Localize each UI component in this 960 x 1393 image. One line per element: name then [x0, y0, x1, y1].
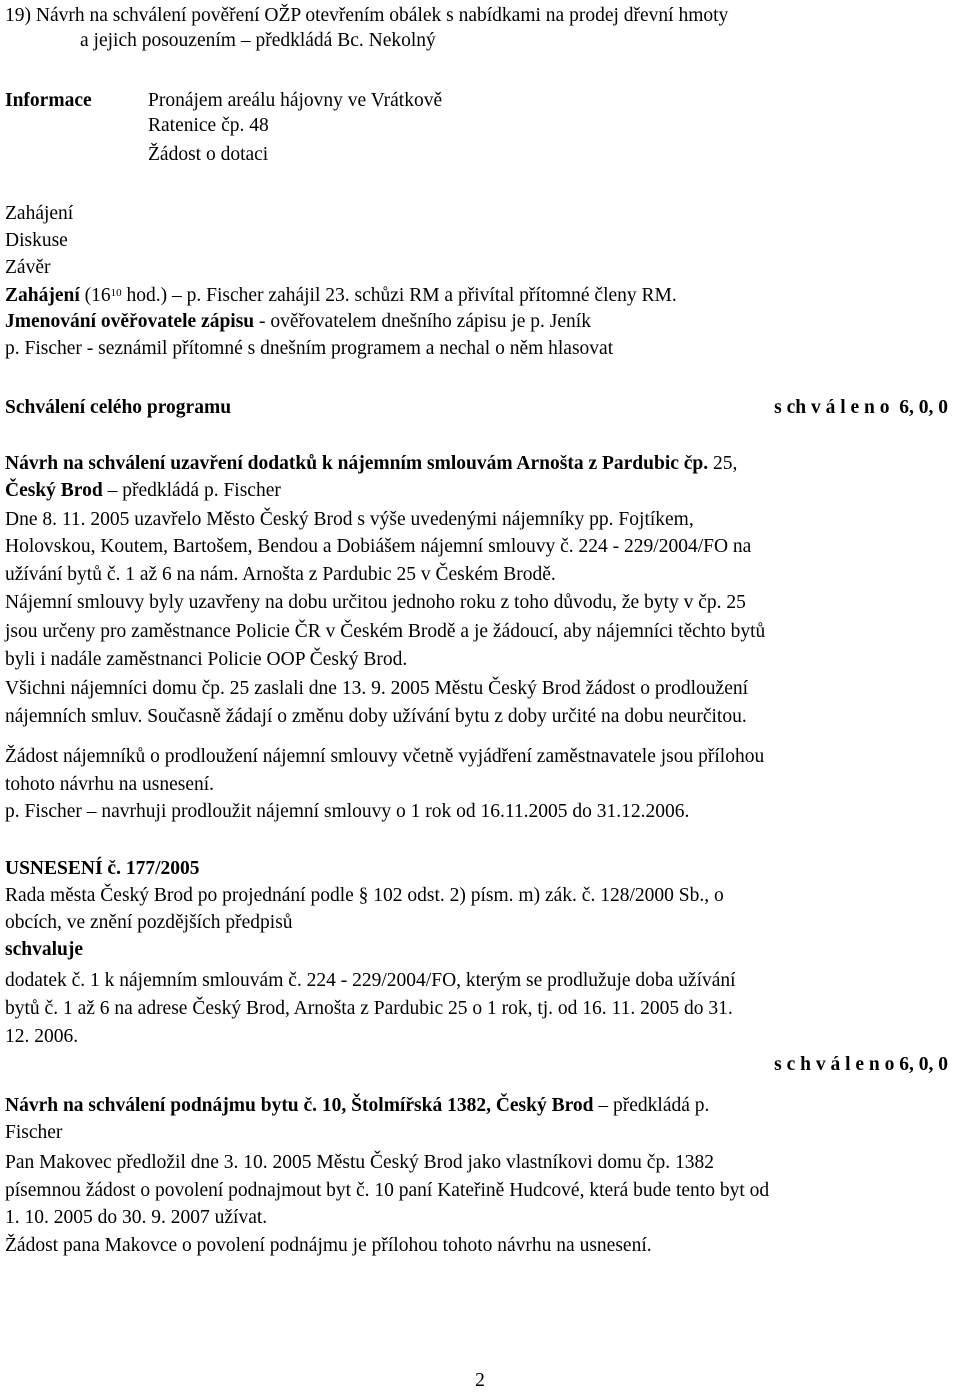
opening-line: Zahájení ($16^{10}$ hod.) – p. Fischer zahájil 23. schůzi RM a přivítal přítomné členy RM. — [5, 285, 677, 306]
info-item: Pronájem areálu hájovny ve Vrátkově — [148, 90, 443, 111]
verifier-line — [5, 310, 954, 334]
proposal-1-body: Dne 8. 11. 2005 uzavřelo Město Český Brod s výše uvedenými nájemníky pp. Fojtíkem, — [5, 509, 694, 530]
proposal-2-title: Návrh na schválení podnájmu bytu č. 10, Štolmířská 1382, Český Brod – předkládá p. — [5, 1095, 710, 1116]
proposal-1-title-cont: Český Brod – předkládá p. Fischer — [5, 480, 281, 501]
resolution-title: USNESENÍ č. 177/2005 — [5, 858, 200, 879]
resolution-line: Rada města Český Brod po projednání podle § 102 odst. 2) písm. m) zák. č. 128/2000 Sb., o — [5, 885, 724, 906]
proposal-1-body: byli i nadále zaměstnanci Policie OOP Český Brod. — [5, 649, 408, 670]
proposal-2-body: Pan Makovec předložil dne 3. 10. 2005 Městu Český Brod jako vlastníkovi domu čp. 1382 — [5, 1152, 714, 1173]
proposal-1-attachment: tohoto návrhu na usnesení. — [5, 774, 215, 795]
proposal-1-attachment: Žádost nájemníků o prodloužení nájemní smlouvy včetně vyjádření zaměstnavatele jsou přílohou — [5, 746, 765, 767]
item-19-line-1 — [5, 4, 954, 28]
proposal-1-title: Návrh na schválení uzavření dodatků k nájemním smlouvám Arnošta z Pardubic čp. 25, — [5, 453, 738, 474]
verifier-text: - ověřovatelem dnešního zápisu je p. Jeník — [254, 311, 591, 332]
proposal-2-body: 1. 10. 2005 do 30. 9. 2007 užívat. — [5, 1207, 268, 1228]
opening-text: – p. Fischer zahájil 23. schůzi RM a přivítal přítomné členy RM. — [167, 285, 677, 306]
proposal-1-body: Holovskou, Koutem, Bartošem, Bendou a Dobiášem nájemní smlouvy č. 224 - 229/2004/FO na — [5, 536, 752, 557]
info-item: Ratenice čp. 48 — [148, 115, 269, 136]
proposal-1-body: Nájemní smlouvy byly uzavřeny na dobu určitou jednoho roku z toho důvodu, že byty v čp. 25 — [5, 592, 746, 613]
time-superscript: 10 — [110, 287, 122, 299]
proposal-1-body: užívání bytů č. 1 až 6 na nám. Arnošta z Pardubic 25 v Českém Brodě. — [5, 564, 556, 585]
opening-label: Zahájení — [5, 285, 80, 306]
item-19-line-2: a jejich posouzením – předkládá Bc. Nekolný — [80, 30, 436, 51]
proposal-1-body: jsou určeny pro zaměstnance Policie ČR v Českém Brodě a je žádoucí, aby nájemníci těchto bytů — [5, 621, 766, 642]
proposal-2-body: Žádost pana Makovce o povolení podnájmu je přílohou tohoto návrhu na usnesení. — [5, 1235, 652, 1256]
section-heading: Diskuse — [5, 230, 68, 251]
info-item: Žádost o dotaci — [148, 144, 269, 165]
verifier-label: Jmenování ověřovatele zápisu — [5, 311, 255, 332]
item-number: 19) — [5, 5, 31, 26]
proposal-1-suggestion: p. Fischer – navrhuji prodloužit nájemní smlouvy o 1 rok od 16.11.2005 do 31.12.2006. — [5, 801, 690, 822]
program-vote-label: Schválení celého programu — [5, 397, 232, 418]
item-19-title: Návrh na schválení pověření OŽP otevřením obálek s nabídkami na prodej dřevní hmoty — [35, 5, 729, 26]
proposal-2-title-cont: Fischer — [5, 1122, 63, 1143]
info-label: Informace — [5, 90, 92, 111]
section-heading: Zahájení — [5, 203, 74, 224]
proposal-1-body: Všichni nájemníci domu čp. 25 zaslali dne 13. 9. 2005 Městu Český Brod žádost o prodloužení — [5, 678, 749, 699]
resolution-decision: dodatek č. 1 k nájemním smlouvám č. 224 - 229/2004/FO, kterým se prodlužuje doba užívání — [5, 970, 736, 991]
resolution-decision: bytů č. 1 až 6 na adrese Český Brod, Arnošta z Pardubic 25 o 1 rok, tj. od 16. 11. 2005 do 31. — [5, 998, 733, 1019]
page-number: 2 — [475, 1370, 485, 1391]
resolution-result: s c h v á l e n o 6, 0, 0 — [774, 1054, 948, 1075]
resolution-line: obcích, ve znění pozdějších předpisů — [5, 912, 293, 933]
program-vote-result: s ch v á l e n o 6, 0, 0 — [774, 397, 948, 418]
section-heading: Závěr — [5, 257, 51, 278]
resolution-verb: schvaluje — [5, 939, 83, 960]
program-line: p. Fischer - seznámil přítomné s dnešním programem a nechal o něm hlasovat — [5, 338, 614, 359]
resolution-decision: 12. 2006. — [5, 1026, 79, 1047]
program-vote — [5, 396, 954, 420]
proposal-2-body: písemnou žádost o povolení podnajmout byt č. 10 paní Kateřině Hudcové, která bude tento byt od — [5, 1180, 770, 1201]
proposal-1-body: nájemních smluv. Současně žádají o změnu doby užívání bytu z doby určité na dobu neurčitou. — [5, 706, 747, 727]
